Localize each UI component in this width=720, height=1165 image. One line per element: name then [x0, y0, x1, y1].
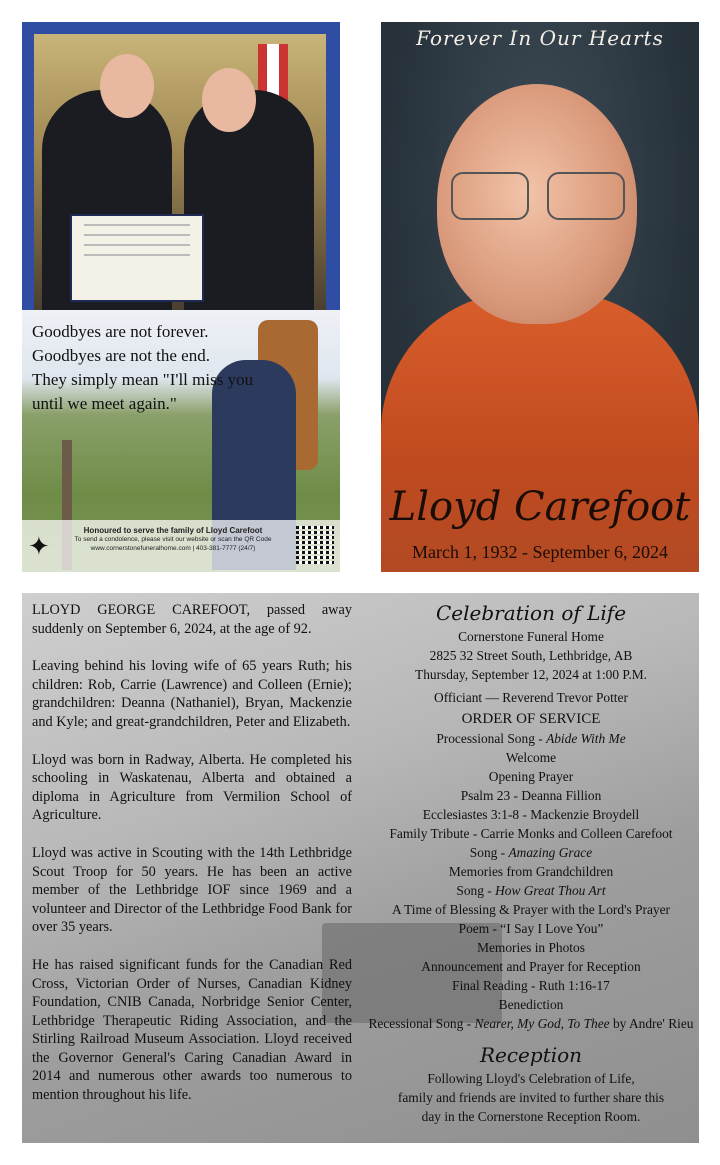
service-item — [366, 919, 696, 938]
service-item — [366, 748, 696, 767]
service-item — [366, 824, 696, 843]
service-item-text: Ecclesiastes 3:1-8 - Mackenzie Broydell — [422, 807, 640, 822]
obituary-paragraph: Lloyd was born in Radway, Alberta. He completed his schooling in Waskatenau, Alberta and obtained a diploma in Agriculture from Vermilion School of Agriculture. — [32, 751, 352, 824]
obituary-paragraph: He has raised significant funds for the Canadian Red Cross, Victorian Order of Nurses, Canadian Kidney Foundation, CNIB Canada, Norbridge Senior Center, Lethbridge Therapeutic Riding Association, and the Stirling Railroad Museum Association. Lloyd received the Governor General's Caring Canadian Award in 2014 and numerous other awards too numerous to mention throughout his life. — [32, 956, 352, 1104]
portrait-panel — [381, 22, 699, 572]
portrait-shirt — [381, 292, 699, 572]
service-item-title: Amazing Grace — [508, 845, 593, 860]
service-item-title: Nearer, My God, To Thee — [474, 1016, 610, 1031]
service-details — [366, 601, 696, 1126]
person-right-head — [202, 68, 256, 132]
reception-line: family and friends are invited to further share this — [397, 1090, 665, 1105]
quote-line: They simply mean "I'll miss you — [32, 370, 254, 389]
qr-code-icon[interactable] — [296, 526, 334, 564]
dove-icon: ✦ — [28, 532, 50, 561]
reception-heading: Reception — [479, 1043, 583, 1067]
order-of-service-list — [366, 729, 696, 1033]
award-photo — [34, 34, 326, 310]
service-item-text: Processional Song - — [436, 731, 547, 746]
service-item-title: How Great Thou Art — [495, 883, 606, 898]
venue: Cornerstone Funeral Home — [458, 629, 604, 644]
footer-website-line[interactable]: www.cornerstonefuneralhome.com | 403-381-7777 (24/7) — [90, 545, 256, 552]
service-item — [366, 957, 696, 976]
deceased-name: Lloyd Carefoot — [389, 484, 691, 530]
service-item-text: Family Tribute - Carrie Monks and Colleen Carefoot — [389, 826, 673, 841]
quote-line: until we meet again." — [32, 394, 177, 413]
order-of-service-heading: ORDER OF SERVICE — [461, 711, 601, 727]
service-item-text: Opening Prayer — [488, 769, 574, 784]
service-item — [366, 767, 696, 786]
service-item — [366, 900, 696, 919]
service-item-text: A Time of Blessing & Prayer with the Lord's Prayer — [391, 902, 671, 917]
service-datetime: Thursday, September 12, 2024 at 1:00 P.M. — [415, 667, 647, 682]
quote-line: Goodbyes are not the end. — [32, 346, 210, 365]
service-item-text: Final Reading - Ruth 1:16-17 — [452, 978, 610, 993]
service-item-text: Song - — [456, 883, 496, 898]
service-item — [366, 862, 696, 881]
service-item — [366, 995, 696, 1014]
obituary-text — [32, 601, 352, 1124]
service-item-text: Welcome — [505, 750, 557, 765]
life-dates: March 1, 1932 - September 6, 2024 — [412, 542, 668, 562]
service-item — [366, 729, 696, 748]
service-item-text: Recessional Song - — [368, 1016, 475, 1031]
service-item — [366, 786, 696, 805]
glasses-icon — [451, 172, 625, 218]
obituary-paragraph: LLOYD GEORGE CAREFOOT, passed away suddenly on September 6, 2024, at the age of 92. — [32, 602, 352, 637]
celebration-heading: Celebration of Life — [435, 601, 627, 625]
obituary-paragraph: Leaving behind his loving wife of 65 years Ruth; his children: Rob, Carrie (Lawrence) and Colleen (Ernie); grandchildren: Deanna (Nathaniel), Bryan, Mackenzie and Kyle; and great-grandchildren, Peter and Elizabeth. — [32, 658, 352, 730]
footer-honour-line: Honoured to serve the family of Lloyd Carefoot — [83, 526, 263, 535]
service-item — [366, 1014, 696, 1033]
service-item-text: Memories from Grandchildren — [448, 864, 614, 879]
service-item-title: Abide With Me — [546, 731, 626, 746]
service-item — [366, 938, 696, 957]
service-item — [366, 805, 696, 824]
service-item — [366, 976, 696, 995]
service-item-text: Memories in Photos — [477, 940, 585, 955]
service-item-text: Benediction — [498, 997, 564, 1012]
person-left-head — [100, 54, 154, 118]
service-item-text: Poem - “I Say I Love You” — [458, 921, 604, 936]
venue-address: 2825 32 Street South, Lethbridge, AB — [429, 648, 633, 663]
service-item-text: by Andre' Rieu — [609, 1016, 694, 1031]
service-item-text: Psalm 23 - Deanna Fillion — [460, 788, 602, 803]
footer-condolence-line: To send a condolence, please visit our website or scan the QR Code — [74, 536, 272, 543]
service-item-text: Announcement and Prayer for Reception — [421, 959, 641, 974]
reception-line: Following Lloyd's Celebration of Life, — [427, 1071, 635, 1086]
reception-line: day in the Cornerstone Reception Room. — [421, 1109, 641, 1124]
tagline: Forever In Our Hearts — [416, 26, 664, 50]
service-item-text: Song - — [469, 845, 509, 860]
certificate-image — [70, 214, 204, 302]
quote-line: Goodbyes are not forever. — [32, 322, 209, 341]
obituary-paragraph: Lloyd was active in Scouting with the 14th Lethbridge Scout Troop for 50 years. He has been an active member of the Lethbridge IOF since 1969 and a volunteer and Director of the Lethbridge Food Bank for over 35 years. — [32, 844, 352, 936]
officiant: Officiant — Reverend Trevor Potter — [434, 690, 628, 705]
service-item — [366, 881, 696, 900]
funeral-home-footer — [22, 520, 340, 572]
memorial-photo-panel — [22, 22, 340, 572]
farewell-quote — [32, 320, 332, 416]
obituary-service-panel — [22, 593, 699, 1143]
service-item — [366, 843, 696, 862]
